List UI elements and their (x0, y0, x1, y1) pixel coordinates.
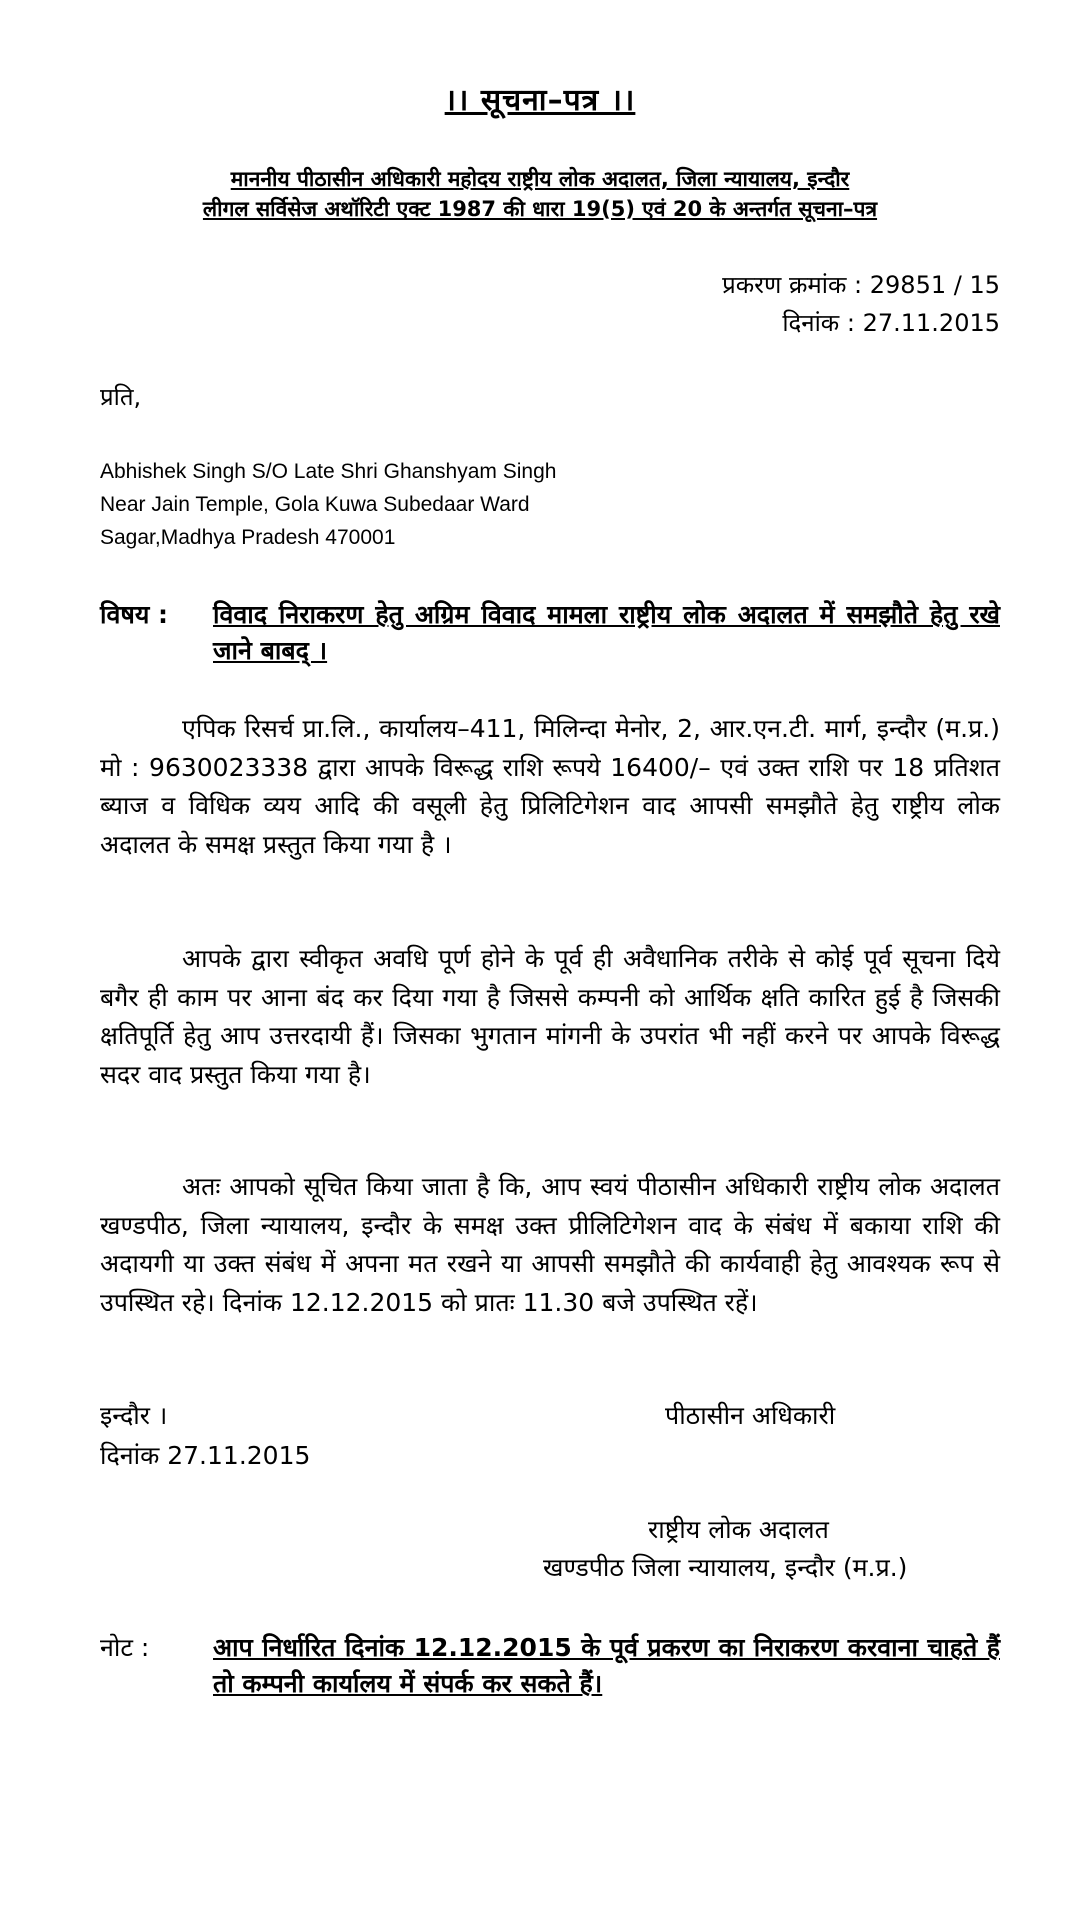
court-name: राष्ट्रीय लोक अदालत (648, 1515, 829, 1544)
body-paragraph-1: एपिक रिसर्च प्रा.लि., कार्यालय–411, मिलिन्दा मेनोर, 2, आर.एन.टी. मार्ग, इन्दौर (म.प्र.) मो : 9630023338 द्वारा आपके विरूद्ध राशि रूपये 16400/– एवं उक्त राशि पर 18 प्रतिशत ब्याज व विधिक व्यय आदि की वसूली हेतु प्रिलिटिगेशन वाद आपसी समझौते हेतु राष्ट्रीय लोक अदालत के समक्ष प्रस्तुत किया गया है । (100, 714, 1000, 859)
case-number: प्रकरण क्रमांक : 29851 / 15 (722, 271, 1000, 299)
recipient-prefix: प्रति, (100, 383, 142, 411)
signature-date: दिनांक 27.11.2015 (100, 1441, 311, 1470)
court-bench: खण्डपीठ जिला न्यायालय, इन्दौर (म.प्र.) (543, 1553, 908, 1582)
note-label: नोट : (100, 1633, 150, 1662)
act-reference-heading: लीगल सर्विसेज अथॉरिटी एक्ट 1987 की धारा 19(5) एवं 20 के अन्तर्गत सूचना–पत्र (202, 197, 878, 221)
document-title: ।। सूचना–पत्र ।। (444, 83, 636, 118)
recipient-city: Sagar,Madhya Pradesh 470001 (100, 526, 396, 549)
authority-heading: माननीय पीठासीन अधिकारी महोदय राष्ट्रीय लोक अदालत, जिला न्यायालय, इन्दौर (230, 167, 850, 191)
body-paragraph-2: आपके द्वारा स्वीकृत अवधि पूर्ण होने के पूर्व ही अवैधानिक तरीके से कोई पूर्व सूचना दिये बगैर ही काम पर आना बंद कर दिया गया है जिससे कम्पनी को आर्थिक क्षति कारित हुई है जिसकी क्षतिपूर्ति हेतु आप उत्तरदायी हैं। जिसका भुगतान मांगनी के उपरांत भी नहीं करने पर आपके विरूद्ध सदर वाद प्रस्तुत किया गया है। (100, 944, 1000, 1089)
body-paragraph-3: अतः आपको सूचित किया जाता है कि, आप स्वयं पीठासीन अधिकारी राष्ट्रीय लोक अदालत खण्डपीठ, जिला न्यायालय, इन्दौर के समक्ष उक्त प्रीलिटिगेशन वाद के संबंध में बकाया राशि की अदायगी या उक्त संबंध में अपना मत रखने या आपसी समझौते की कार्यवाही हेतु आवश्यक रूप से उपस्थित रहे। दिनांक 12.12.2015 को प्रातः 11.30 बजे उपस्थित रहें। (100, 1172, 1000, 1317)
recipient-name: Abhishek Singh S/O Late Shri Ghanshyam Singh (100, 460, 557, 483)
notice-date: दिनांक : 27.11.2015 (782, 309, 1000, 337)
signature-place: इन्दौर । (100, 1401, 168, 1430)
recipient-address-line: Near Jain Temple, Gola Kuwa Subedaar Ward (100, 493, 530, 516)
presiding-officer: पीठासीन अधिकारी (665, 1401, 836, 1430)
subject-label: विषय : (100, 600, 169, 629)
note-text: आप निर्धारित दिनांक 12.12.2015 के पूर्व प्रकरण का निराकरण करवाना चाहते हैं तो कम्पनी कार्यालय में संपर्क कर सकते हैं। (213, 1633, 1000, 1698)
subject-text: विवाद निराकरण हेतु अग्रिम विवाद मामला राष्ट्रीय लोक अदालत में समझौते हेतु रखे जाने बाबद् । (213, 600, 1000, 665)
